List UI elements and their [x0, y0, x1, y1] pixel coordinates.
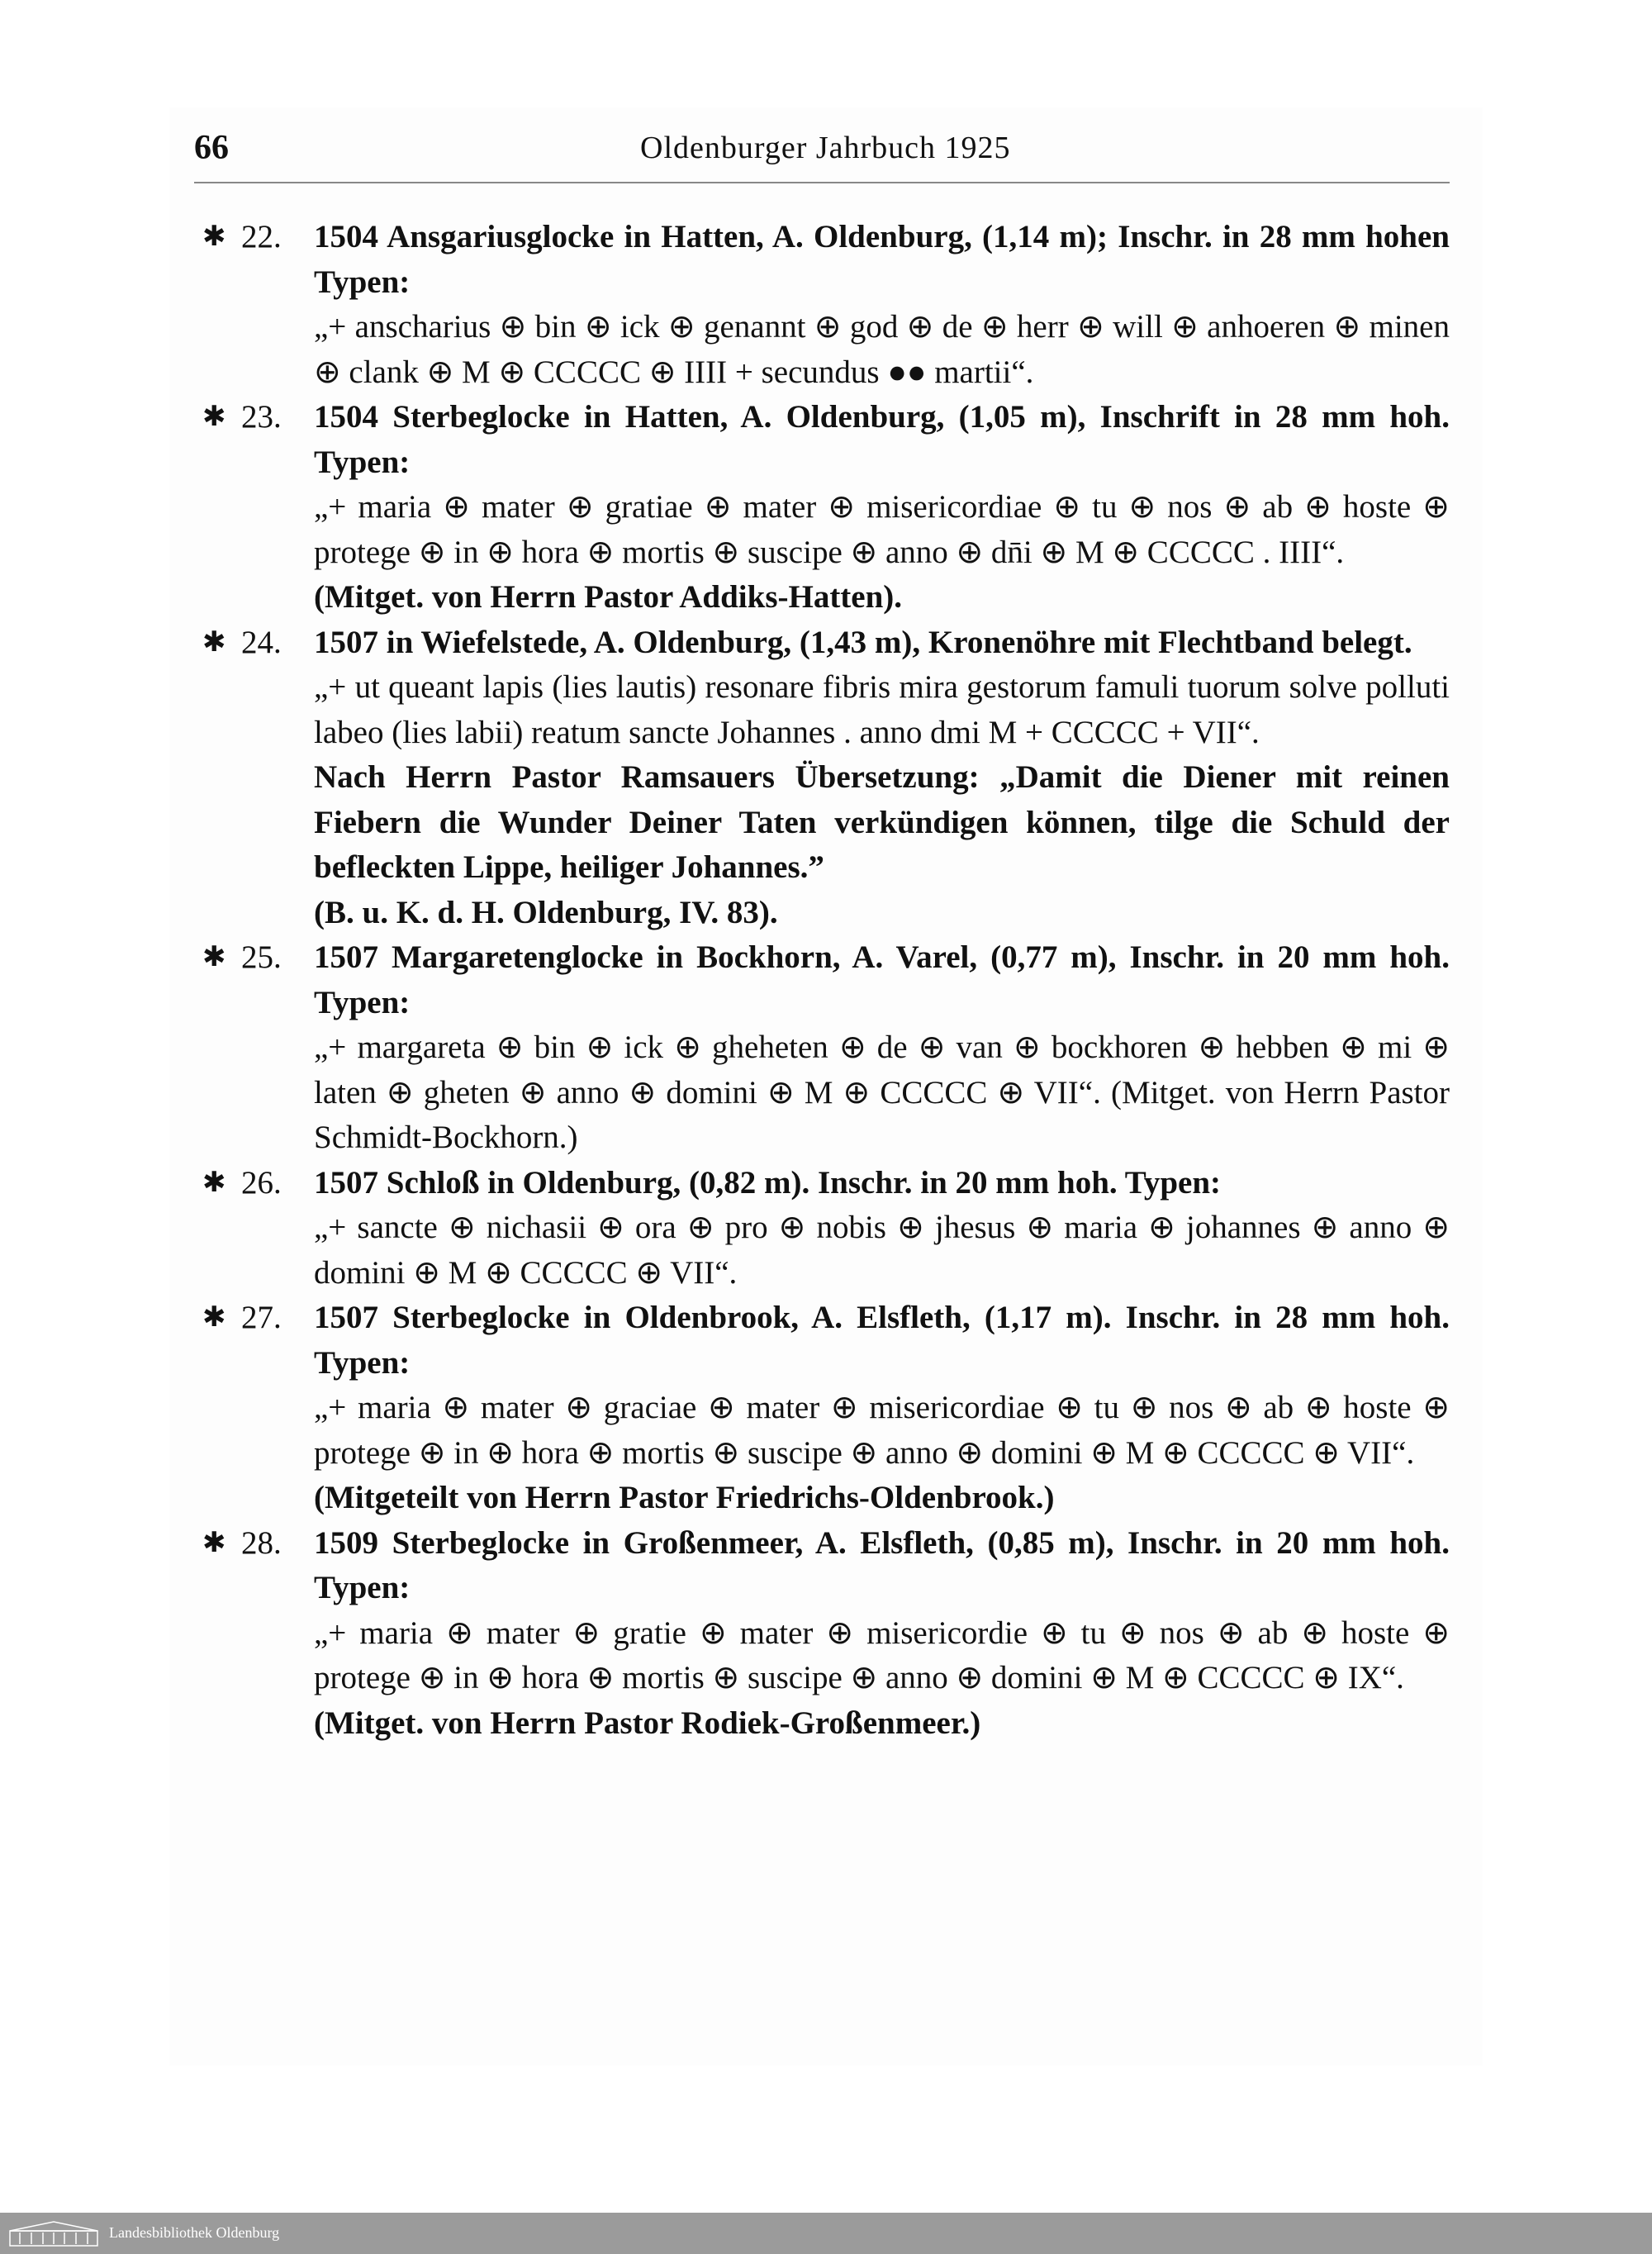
entry-number: 24.: [241, 624, 282, 660]
library-name: Landesbibliothek Oldenburg: [109, 2224, 280, 2241]
bell-entry: [194, 1521, 1450, 1747]
star-marker-icon: ✱: [202, 942, 226, 972]
bell-entry: [194, 215, 1450, 395]
entry-heading: 1509 Sterbeglocke in Großenmeer, A. Elsfleth, (0,85 m), Inschr. in 20 mm hoh. Typen:: [314, 1524, 1450, 1605]
star-marker-icon: ✱: [202, 626, 226, 658]
entry-note: (Mitget. von Herrn Pastor Rodiek-Großenmeer.): [314, 1705, 981, 1741]
bell-entry: [194, 395, 1450, 621]
star-marker-icon: ✱: [202, 1167, 226, 1198]
running-head: Oldenburger Jahrbuch 1925: [640, 131, 1011, 165]
entry-number: 22.: [241, 219, 282, 254]
entry-heading: 1507 Sterbeglocke in Oldenbrook, A. Elsfleth, (1,17 m). Inschr. in 28 mm hoh. Typen:: [314, 1300, 1450, 1381]
library-building-icon: [8, 2219, 99, 2247]
star-marker-icon: ✱: [202, 402, 226, 432]
entry-heading: 1507 Schloß in Oldenburg, (0,82 m). Inschr. in 20 mm hoh. Typen:: [314, 1164, 1221, 1201]
star-marker-icon: ✱: [202, 221, 226, 252]
header-rule: [194, 182, 1450, 183]
library-footer: [0, 2213, 1652, 2254]
page-number: 66: [194, 129, 229, 167]
inscription-text: „+ maria ⊕ mater ⊕ gratiae ⊕ mater ⊕ misericordiae ⊕ tu ⊕ nos ⊕ ab ⊕ hoste ⊕ protege ⊕ in ⊕ hora ⊕ mortis ⊕ suscipe ⊕ anno ⊕ dn̄i ⊕ M ⊕ CCCCC . IIII“.: [314, 489, 1450, 570]
entry-heading: 1507 in Wiefelstede, A. Oldenburg, (1,43 m), Kronenöhre mit Flechtband belegt.: [314, 624, 1412, 660]
inscription-text: „+ sancte ⊕ nichasii ⊕ ora ⊕ pro ⊕ nobis ⊕ jhesus ⊕ maria ⊕ johannes ⊕ anno ⊕ domini ⊕ M ⊕ CCCCC ⊕ VII“.: [314, 1210, 1450, 1291]
entry-note: Nach Herrn Pastor Ramsauers Übersetzung: „Damit die Diener mit reinen Fiebern die Wunder Deiner Taten verkündigen können, tilge die Schuld der befleckten Lippe, heiliger Johannes.”: [314, 759, 1450, 885]
entry-number: 23.: [241, 399, 282, 435]
entry-heading: 1504 Ansgariusglocke in Hatten, A. Oldenburg, (1,14 m); Inschr. in 28 mm hohen Typen:: [314, 219, 1450, 300]
entry-number: 25.: [241, 939, 282, 975]
entry-number: 26.: [241, 1164, 282, 1201]
inscription-text: „+ maria ⊕ mater ⊕ graciae ⊕ mater ⊕ misericordiae ⊕ tu ⊕ nos ⊕ ab ⊕ hoste ⊕ protege ⊕ in ⊕ hora ⊕ mortis ⊕ suscipe ⊕ anno ⊕ domini ⊕ M ⊕ CCCCC ⊕ VII“.: [314, 1390, 1450, 1471]
inscription-text: „+ margareta ⊕ bin ⊕ ick ⊕ gheheten ⊕ de ⊕ van ⊕ bockhoren ⊕ hebben ⊕ mi ⊕ laten ⊕ gheten ⊕ anno ⊕ domini ⊕ M ⊕ CCCCC ⊕ VII“. (Mitget. von Herrn Pastor Schmidt-Bockhorn.): [314, 1030, 1450, 1155]
entry-note: (B. u. K. d. H. Oldenburg, IV. 83).: [314, 894, 778, 930]
bell-entry: [194, 621, 1450, 936]
bell-entry: [194, 1296, 1450, 1521]
bell-entries-list: [194, 215, 1450, 1746]
entry-note: (Mitget. von Herrn Pastor Addiks-Hatten).: [314, 579, 903, 615]
star-marker-icon: ✱: [202, 1302, 226, 1333]
star-marker-icon: ✱: [202, 1527, 226, 1558]
entry-heading: 1504 Sterbeglocke in Hatten, A. Oldenburg, (1,05 m), Inschrift in 28 mm hoh. Typen:: [314, 399, 1450, 480]
entry-number: 27.: [241, 1300, 282, 1335]
bell-entry: [194, 1161, 1450, 1296]
entry-number: 28.: [241, 1524, 282, 1561]
bell-entry: [194, 935, 1450, 1161]
entry-note: (Mitgeteilt von Herrn Pastor Friedrichs-Oldenbrook.): [314, 1480, 1055, 1515]
inscription-text: „+ maria ⊕ mater ⊕ gratie ⊕ mater ⊕ misericordie ⊕ tu ⊕ nos ⊕ ab ⊕ hoste ⊕ protege ⊕ in ⊕ hora ⊕ mortis ⊕ suscipe ⊕ anno ⊕ domini ⊕ M ⊕ CCCCC ⊕ IX“.: [314, 1614, 1450, 1695]
page-header: [194, 128, 1450, 178]
entry-heading: 1507 Margaretenglocke in Bockhorn, A. Varel, (0,77 m), Inschr. in 20 mm hoh. Typen:: [314, 939, 1450, 1020]
inscription-text: „+ ut queant lapis (lies lautis) resonare fibris mira gestorum famuli tuorum solve polluti labeo (lies labii) reatum sancte Johannes . anno dmi M + CCCCC + VII“.: [314, 669, 1450, 750]
inscription-text: „+ anscharius ⊕ bin ⊕ ick ⊕ genannt ⊕ god ⊕ de ⊕ herr ⊕ will ⊕ anhoeren ⊕ minen ⊕ clank ⊕ M ⊕ CCCCC ⊕ IIII + secundus ●● martii“.: [314, 309, 1450, 390]
